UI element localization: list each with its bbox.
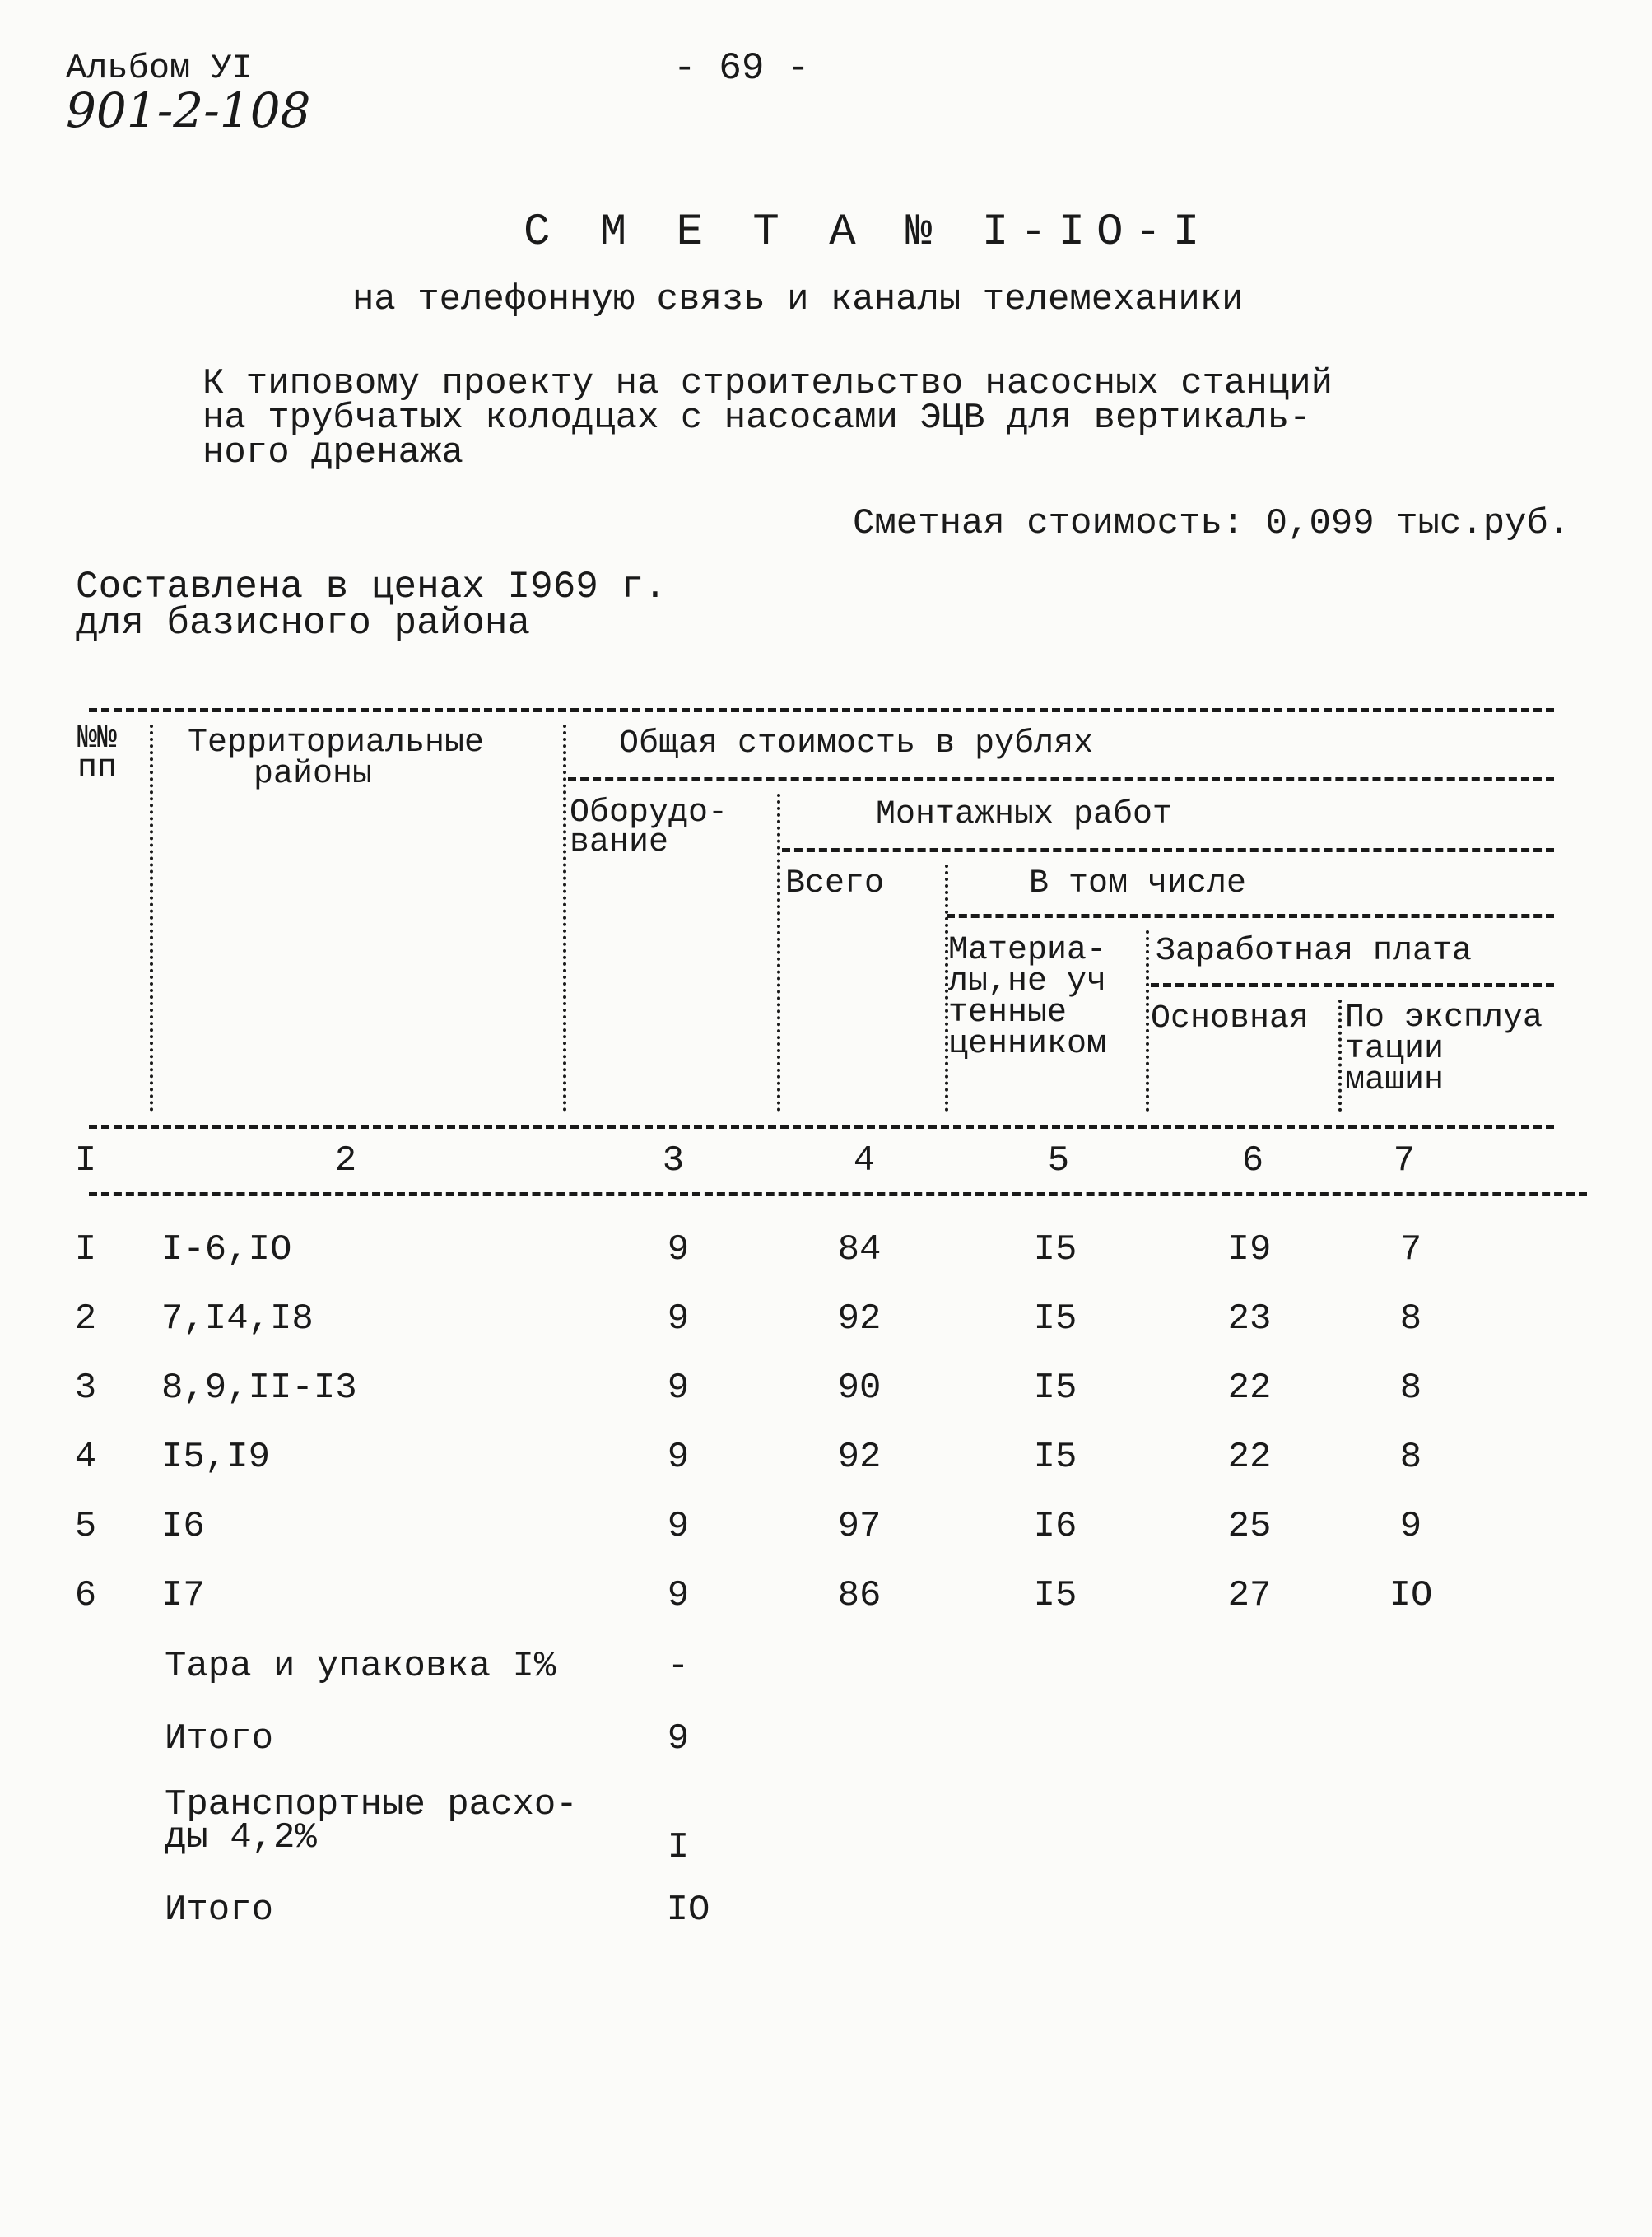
row-materials: I6 bbox=[1033, 1506, 1077, 1547]
column-number: 5 bbox=[1047, 1140, 1070, 1181]
row-basic-wage: 22 bbox=[1227, 1437, 1272, 1478]
row-total: 97 bbox=[837, 1506, 882, 1547]
row-machine-ops: 7 bbox=[1399, 1229, 1422, 1270]
table-rule bbox=[1151, 983, 1554, 987]
row-basic-wage: 27 bbox=[1227, 1575, 1272, 1616]
column-number: I bbox=[74, 1140, 97, 1181]
column-number: 2 bbox=[334, 1140, 357, 1181]
row-region: I6 bbox=[161, 1506, 205, 1547]
prices-note-line: Составлена в ценах I969 г. bbox=[76, 566, 667, 608]
header-basic-wage: Основная bbox=[1151, 1000, 1310, 1037]
summary-label-line: Транспортные расхо- bbox=[165, 1784, 578, 1825]
summary-value: IO bbox=[666, 1890, 710, 1931]
project-description bbox=[202, 363, 1333, 473]
prices-note bbox=[76, 566, 667, 645]
header-number bbox=[77, 720, 118, 787]
header-materials-line: ценником bbox=[948, 1026, 1107, 1063]
table-rule bbox=[947, 914, 1554, 918]
row-basic-wage: 25 bbox=[1227, 1506, 1272, 1547]
header-equipment-line: Оборудо- bbox=[570, 795, 728, 832]
summary-value: 9 bbox=[667, 1718, 690, 1759]
row-region: I5,I9 bbox=[161, 1437, 271, 1478]
table-rule bbox=[89, 1192, 1587, 1196]
row-total: 92 bbox=[837, 1298, 882, 1340]
row-materials: I5 bbox=[1033, 1575, 1077, 1616]
header-machine-ops-line: тации bbox=[1345, 1031, 1445, 1068]
table-rule bbox=[89, 708, 1554, 712]
row-equipment: 9 bbox=[667, 1575, 690, 1616]
summary-label: Тара и упаковка I% bbox=[165, 1646, 556, 1687]
column-number: 6 bbox=[1241, 1140, 1264, 1181]
header-including: В том числе bbox=[1029, 865, 1247, 902]
row-number: 5 bbox=[74, 1506, 97, 1547]
summary-label: Итого bbox=[165, 1718, 274, 1759]
row-region: I-6,IO bbox=[161, 1229, 292, 1270]
row-basic-wage: 23 bbox=[1227, 1298, 1272, 1340]
row-equipment: 9 bbox=[667, 1229, 690, 1270]
column-number: 7 bbox=[1393, 1140, 1416, 1181]
table-column-separator bbox=[150, 725, 153, 1112]
row-basic-wage: I9 bbox=[1227, 1229, 1272, 1270]
row-region: 8,9,II-I3 bbox=[161, 1368, 357, 1409]
row-number: 4 bbox=[74, 1437, 97, 1478]
row-machine-ops: 8 bbox=[1399, 1437, 1422, 1478]
table-column-separator bbox=[1338, 1000, 1342, 1112]
header-machine-ops-line: машин bbox=[1345, 1062, 1445, 1099]
header-machine-ops bbox=[1345, 1000, 1543, 1099]
summary-value: I bbox=[667, 1827, 690, 1868]
header-materials-line: тенные bbox=[948, 995, 1068, 1032]
row-machine-ops: 8 bbox=[1399, 1368, 1422, 1409]
header-equipment-line: вание bbox=[570, 824, 669, 861]
row-equipment: 9 bbox=[667, 1506, 690, 1547]
header-installation: Монтажных работ bbox=[876, 796, 1173, 833]
row-machine-ops: IO bbox=[1389, 1575, 1433, 1616]
header-materials-line: лы,не уч bbox=[948, 963, 1107, 1000]
summary-label: Итого bbox=[165, 1890, 274, 1931]
header-materials-line: Материа- bbox=[948, 932, 1107, 969]
header-number-line: пп bbox=[77, 750, 118, 787]
summary-label bbox=[165, 1784, 578, 1859]
document-subtitle: на телефонную связь и каналы телемеханики bbox=[352, 279, 1244, 320]
description-line: ного дренажа bbox=[202, 431, 463, 473]
row-total: 90 bbox=[837, 1368, 882, 1409]
row-equipment: 9 bbox=[667, 1298, 690, 1340]
header-materials bbox=[948, 932, 1107, 1063]
row-number: 2 bbox=[74, 1298, 97, 1340]
row-total: 84 bbox=[837, 1229, 882, 1270]
header-number-line: №№ bbox=[77, 720, 118, 757]
row-total: 92 bbox=[837, 1437, 882, 1478]
row-materials: I5 bbox=[1033, 1298, 1077, 1340]
row-equipment: 9 bbox=[667, 1437, 690, 1478]
estimated-cost: Сметная стоимость: 0,099 тыс.руб. bbox=[853, 503, 1571, 544]
document-title: С М Е Т А № I-IO-I bbox=[524, 207, 1212, 258]
description-line: на трубчатых колодцах с насосами ЭЦВ для вертикаль- bbox=[202, 397, 1311, 439]
row-number: 3 bbox=[74, 1368, 97, 1409]
table-column-separator bbox=[777, 794, 780, 1112]
row-number: I bbox=[74, 1229, 97, 1270]
row-total: 86 bbox=[837, 1575, 882, 1616]
header-total-cost: Общая стоимость в рублях bbox=[619, 725, 1094, 762]
row-materials: I5 bbox=[1033, 1229, 1077, 1270]
summary-label-line: ды 4,2% bbox=[165, 1817, 317, 1859]
description-line: К типовому проекту на строительство насосных станций bbox=[202, 363, 1333, 404]
album-label: Альбом УI bbox=[66, 49, 253, 88]
page-number: - 69 - bbox=[673, 47, 810, 90]
project-code: 901-2-108 bbox=[66, 82, 311, 138]
table-rule bbox=[568, 777, 1554, 781]
header-wage: Заработная плата bbox=[1156, 933, 1473, 970]
header-region-line: Территориальные bbox=[188, 725, 485, 762]
header-all: Всего bbox=[785, 865, 885, 902]
header-equipment bbox=[570, 795, 728, 861]
row-region: I7 bbox=[161, 1575, 205, 1616]
table-column-separator bbox=[1146, 930, 1149, 1112]
column-number: 3 bbox=[662, 1140, 685, 1181]
table-rule bbox=[89, 1125, 1554, 1129]
row-machine-ops: 9 bbox=[1399, 1506, 1422, 1547]
row-number: 6 bbox=[74, 1575, 97, 1616]
row-machine-ops: 8 bbox=[1399, 1298, 1422, 1340]
header-region-line: районы bbox=[254, 756, 373, 793]
row-basic-wage: 22 bbox=[1227, 1368, 1272, 1409]
table-rule bbox=[782, 848, 1554, 852]
row-region: 7,I4,I8 bbox=[161, 1298, 314, 1340]
row-materials: I5 bbox=[1033, 1437, 1077, 1478]
header-region bbox=[188, 725, 485, 793]
column-number: 4 bbox=[853, 1140, 876, 1181]
row-materials: I5 bbox=[1033, 1368, 1077, 1409]
row-equipment: 9 bbox=[667, 1368, 690, 1409]
summary-value: - bbox=[667, 1646, 690, 1687]
table-column-separator bbox=[563, 725, 566, 1112]
prices-note-line: для базисного района bbox=[76, 601, 531, 645]
header-machine-ops-line: По эксплуа bbox=[1345, 1000, 1543, 1037]
